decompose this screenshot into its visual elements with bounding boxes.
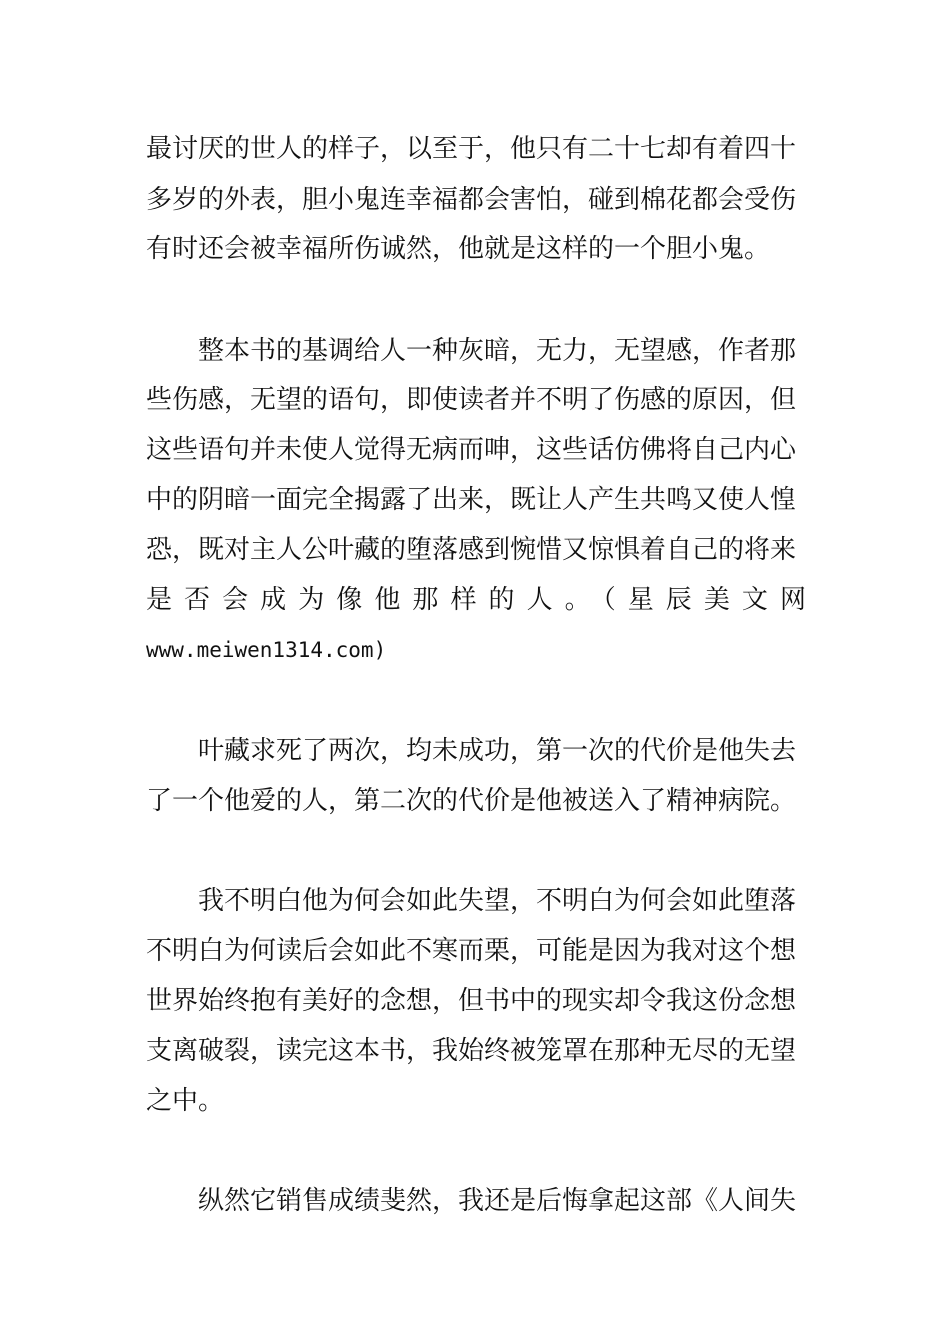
text-line: 之中。	[146, 1086, 225, 1116]
text-line: 最讨厌的世人的样子，以至于，他只有二十七却有着四十	[146, 134, 797, 164]
text-line: 了一个他爱的人，第二次的代价是他被送入了精神病院。	[146, 786, 797, 816]
text-line: 是否会成为像他那样的人。（星辰美文网	[146, 585, 806, 615]
text-line: 恐，既对主人公叶藏的堕落感到惋惜又惊惧着自己的将来	[146, 535, 797, 565]
text-line: 叶藏求死了两次，均未成功，第一次的代价是他失去	[198, 736, 797, 766]
text-line: 些伤感，无望的语句，即使读者并不明了伤感的原因，但	[146, 385, 797, 415]
text-line: 多岁的外表，胆小鬼连幸福都会害怕，碰到棉花都会受伤	[146, 185, 797, 215]
text-line: 中的阴暗一面完全揭露了出来，既让人产生共鸣又使人惶	[146, 485, 797, 515]
text-line: 有时还会被幸福所伤诚然，他就是这样的一个胆小鬼。	[146, 234, 771, 264]
text-line: 不明白为何读后会如此不寒而栗，可能是因为我对这个想	[146, 936, 797, 966]
text-line: 这些语句并未使人觉得无病而呻，这些话仿佛将自己内心	[146, 435, 797, 465]
text-line: 我不明白他为何会如此失望，不明白为何会如此堕落	[198, 886, 797, 916]
text-line: 整本书的基调给人一种灰暗，无力，无望感，作者那	[198, 336, 797, 366]
text-line: 纵然它销售成绩斐然，我还是后悔拿起这部《人间失	[198, 1186, 797, 1216]
text-line: 支离破裂，读完这本书，我始终被笼罩在那种无尽的无望	[146, 1036, 797, 1066]
text-line-url: www.meiwen1314.com)	[146, 638, 387, 662]
text-line: 世界始终抱有美好的念想，但书中的现实却令我这份念想	[146, 986, 797, 1016]
